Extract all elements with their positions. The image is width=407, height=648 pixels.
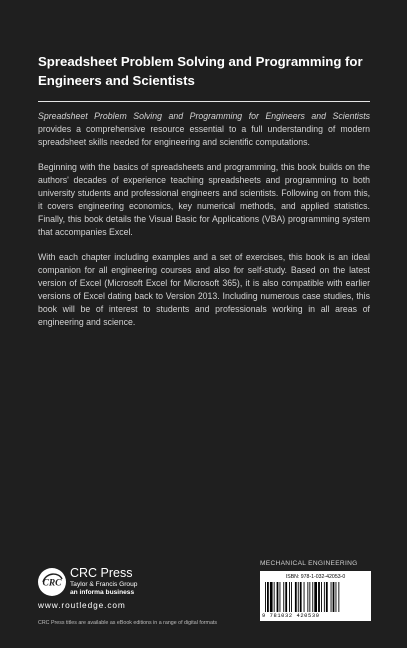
isbn-label: ISBN: 978-1-032-42053-0 [285, 574, 346, 580]
description-book-title: Spreadsheet Problem Solving and Programming for Engineers and Scientists [38, 111, 370, 121]
subject-category: MECHANICAL ENGINEERING [260, 560, 358, 567]
barcode-panel [260, 571, 371, 621]
description-paragraph-2: Beginning with the basics of spreadsheets and programming, this book builds on the authors' decades of experience teaching spreadsheets and programming to both university students and professional engineers and scientists. Following on from this, it covers engineering economics, key numerical methods, and applied statistics. Finally, this book details the Visual Basic for Applications (VBA) programming system that accompanies Excel. [38, 162, 370, 237]
book-description [38, 110, 370, 341]
publisher-informa: an informa business [70, 589, 135, 596]
publisher-website[interactable]: www.routledge.com [38, 600, 126, 610]
description-p1-text: provides a comprehensive resource essential to a full understanding of modern spreadsheet skills needed for engineering and scientific computations. [38, 124, 370, 147]
title-divider [38, 101, 370, 102]
book-title: Spreadsheet Problem Solving and Programming for Engineers and Scientists [38, 54, 363, 88]
crc-press-logo-icon [37, 567, 67, 597]
ebook-note: CRC Press titles are available as eBook editions in a range of digital formats [38, 620, 218, 626]
publisher-group: Taylor & Francis Group [70, 581, 138, 588]
barcode-numbers: 9 781032 420530 [262, 613, 320, 619]
barcode-icon [264, 582, 367, 613]
description-paragraph-1 [38, 110, 370, 149]
svg-text:CRC: CRC [42, 578, 62, 589]
publisher-name: CRC Press [70, 566, 133, 580]
publisher-block [70, 567, 137, 597]
description-paragraph-3: With each chapter including examples and a set of exercises, this book is an ideal companion for all engineering courses and also for self-study. Based on the latest version of Excel (Microsoft Excel for Microsoft 365), it is also compatible with earlier versions of Excel dating back to Version 2013. Including numerous case studies, this book will be of interest to students and professionals working in all areas of engineering and science. [38, 252, 370, 327]
